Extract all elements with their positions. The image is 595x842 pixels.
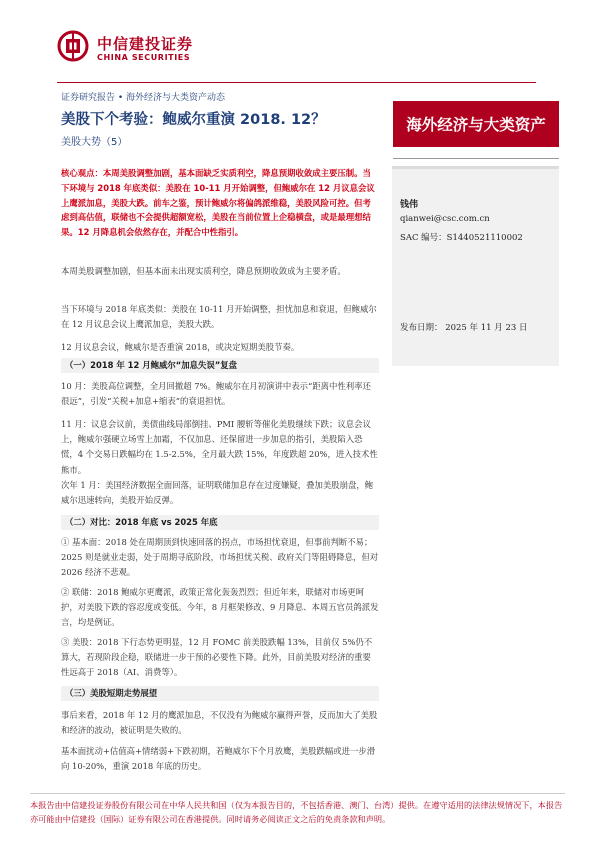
report-subtitle: 美股大势（5） xyxy=(61,137,128,148)
section-heading-1: （一）2018 年 12 月鲍威尔“加息失误”复盘 xyxy=(61,358,379,373)
header-divider xyxy=(57,82,536,83)
footer-divider xyxy=(30,793,565,794)
section-3-paragraph-1: 事后来看，2018 年 12 月的鹰派加息，不仅没有为鲍威尔赢得声誉，反而加大了美股和经济的波动，被证明是失败的。 xyxy=(61,710,378,736)
analyst-name: 钱伟 xyxy=(400,200,419,210)
section-3-paragraph-2: 基本面扰动+估值高+情绪弱+下跌初期，若鲍威尔下个月放鹰，美股跌幅或进一步滑向 10-20%，重演 2018 年底的历史。 xyxy=(61,746,376,772)
sidebar-divider xyxy=(393,158,559,159)
paragraph-3: 12 月议息会议，鲍威尔是否重演 2018，或决定短期美股节奏。 xyxy=(61,342,300,352)
paragraph-2: 当下环境与 2018 年底类似：美股在 10-11 月开始调整，担忧加息和衰退，但鲍威尔在 12 月议息会议上鹰派加息，美股大跌。 xyxy=(61,304,377,330)
section-1-paragraph-1: 10 月：美股高位调整，全月回撤超 7%。鲍威尔在月初演讲中表示“距离中性利率还很远”，引发“关税+加息+缩表”的衰退担忧。 xyxy=(61,381,371,407)
paragraph-1: 本周美股调整加剧，但基本面未出现实质利空，降息预期收敛成为主要矛盾。 xyxy=(61,266,346,276)
report-title: 美股下个考验：鲍威尔重演 2018. 12？ xyxy=(61,112,326,128)
analyst-email: qianwei@csc.com.cn xyxy=(400,214,490,224)
analyst-panel-accent xyxy=(392,166,559,169)
section-2-paragraph-3: ③ 美股：2018 下行态势更明显，12 月 FOMC 前美股跌幅 13%，目前仅 5%仍不算大，若现阶段企稳，联储进一步干预的必要性下降。此外，目前美股对经济的重要性远高于 2018（AI、消费等）。 xyxy=(61,637,373,678)
analyst-sac-number: SAC 编号：S1440521110002 xyxy=(400,233,523,243)
logo-english-name: CHINA SECURITIES xyxy=(97,53,191,62)
publish-date: 发布日期： 2025 年 11 月 23 日 xyxy=(400,323,528,333)
section-heading-2: （二）对比：2018 年底 vs 2025 年底 xyxy=(61,515,379,530)
core-view-paragraph: 核心观点：本周美股调整加剧，基本面缺乏实质利空，降息预期收敛成主要压制。当下环境与 2018 年底类似：美股在 10-11 月开始调整，但鲍威尔在 12 月议息会议上鹰派加息，美股大跌。前车之鉴，预计鲍威尔将偏鸽派维稳，美股风险可控。但考虑到高估值，联储也不会提供超额宽松，美股在当前位置上企稳横盘，或是最理想结果。12 月降息机会依然存在，并配合中性指引。 xyxy=(61,168,375,238)
section-2-paragraph-2: ② 联储：2018 鲍威尔更鹰派，政策正常化轰轰烈烈；但近年来，联储对市场更呵护，对美股下跌的容忍度或变低。今年，8 月框架修改、9 月降息、本周五官员鸽派发言，均是例证。 xyxy=(61,587,379,628)
section-1-paragraph-2: 11 月：议息会议前，美债曲线局部倒挂、PMI 腰斩等催化美股继续下跌；议息会议上，鲍威尔强硬立场雪上加霜，不仅加息、还保留进一步加息的指引，美股陷入恐慌，4 个交易日跌幅均在 1.5-2.5%，全月最大跌 15%，年度跌超 20%，进入技术性熊市。 xyxy=(61,419,378,475)
analyst-panel xyxy=(392,166,559,366)
footer-disclaimer: 本报告由中信建投证券股份有限公司在中华人民共和国（仅为本报告目的，不包括香港、澳门、台湾）提供。在遵守适用的法律法规情况下，本报告亦可能由中信建投（国际）证券有限公司在香港提供。同时请务必阅读正文之后的免责条款和声明。 xyxy=(30,800,563,824)
section-2-paragraph-1: ① 基本面：2018 处在周期顶到快速回落的拐点，市场担忧衰退，但事前判断不易；2025 则是就业走弱，处于周期寻底阶段，市场担忧关税、政府关门等阻碍降息，但对 2026 经济不悲观。 xyxy=(61,537,379,578)
section-heading-3: （三）美股短期走势展望 xyxy=(61,686,379,701)
logo-chinese-name: 中信建投证券 xyxy=(97,35,194,53)
breadcrumb: 证券研究报告 • 海外经济与大类资产动态 xyxy=(61,93,226,103)
company-logo-icon xyxy=(57,30,89,62)
category-banner: 海外经济与大类资产 xyxy=(393,101,559,147)
section-1-paragraph-3: 次年 1 月：美国经济数据全面回落，证明联储加息存在过度嫌疑，叠加美股崩盘，鲍威尔迅速转向，美股开始反弹。 xyxy=(61,480,374,506)
